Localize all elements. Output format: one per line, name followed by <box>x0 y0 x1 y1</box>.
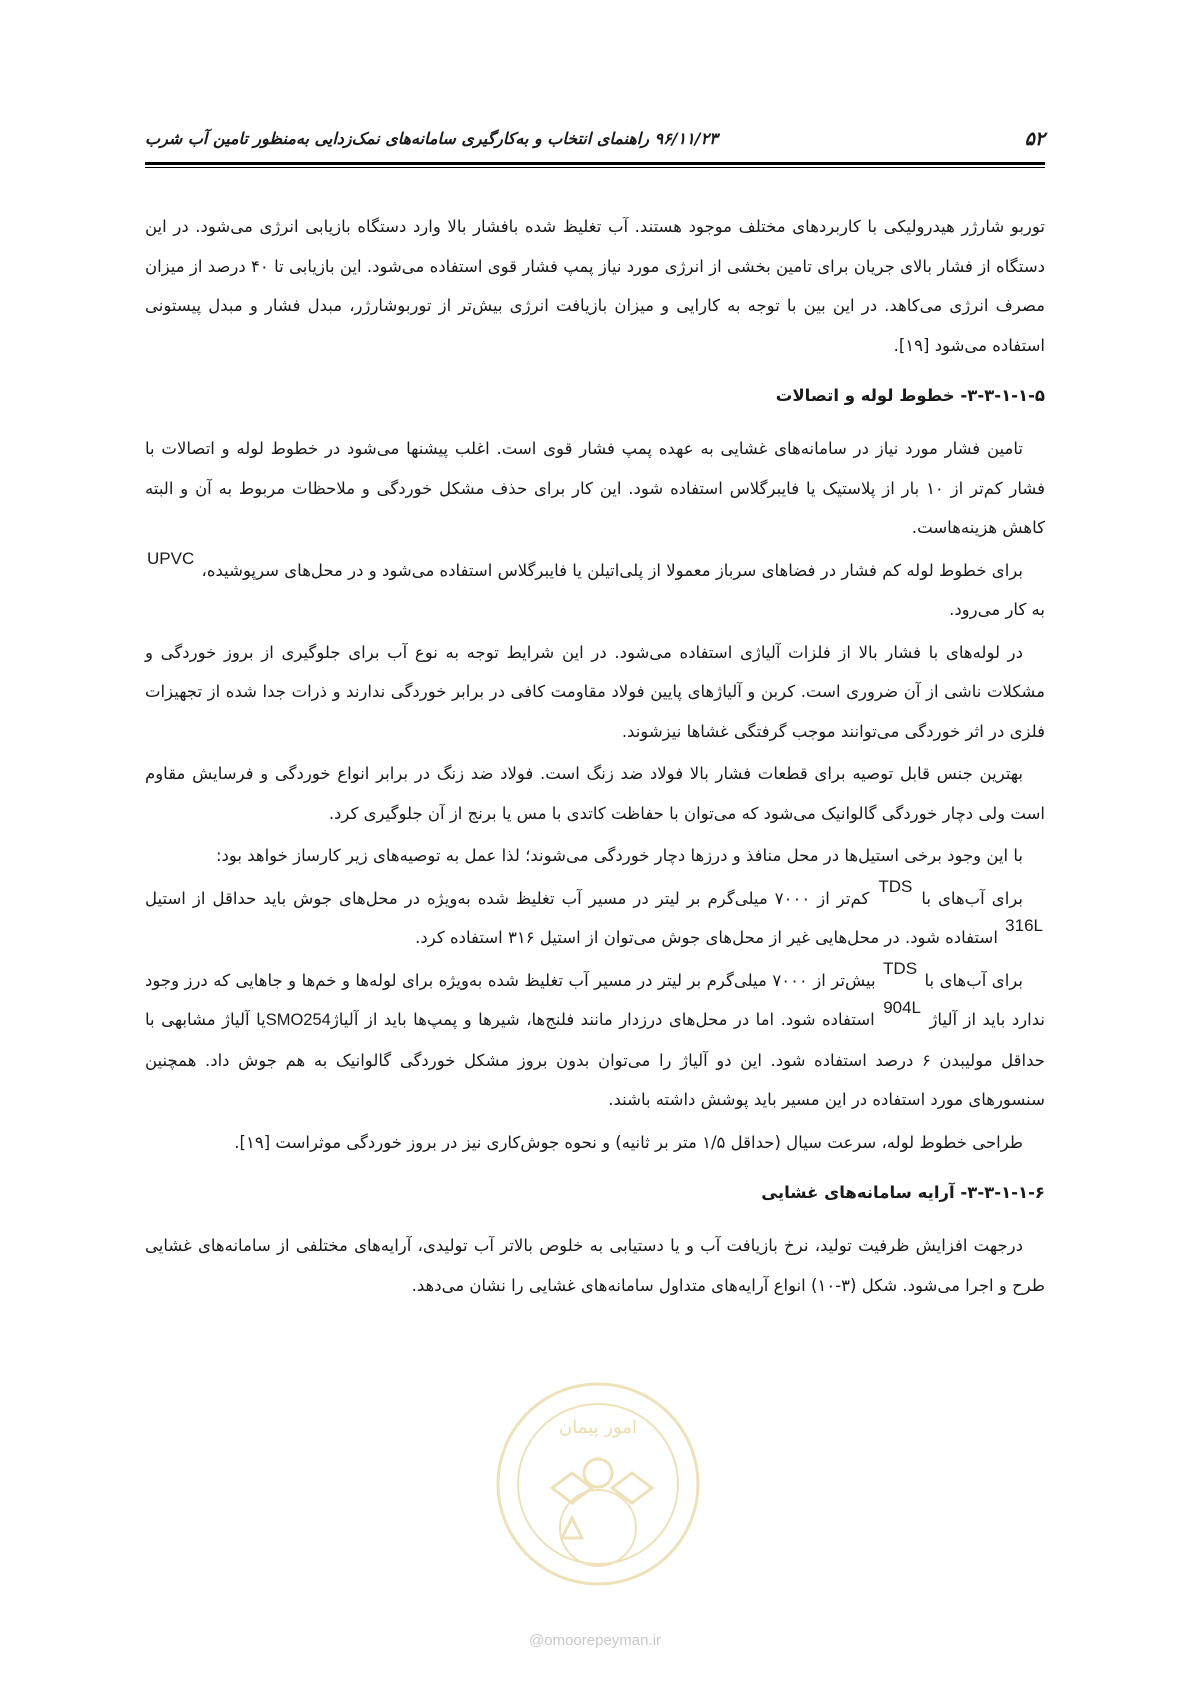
term-smo254: SMO254 <box>265 1011 331 1029</box>
paragraph: تامین فشار مورد نیاز در سامانه‌های غشایی به عهده پمپ فشار قوی است. اغلب پیشنها می‌شود در خطوط لوله و اتصالات با فشار کم‌تر از ۱۰ بار از پلاستیک یا فایبرگلاس استفاده شود. این کار برای حذف مشکل خوردگی و ملاحظات مربوط به آن و البته کاهش هزینه‌هاست. <box>145 439 1046 537</box>
text-run: برای آب‌های با <box>924 970 1024 990</box>
section-heading: ۳-۳-۱-۱-۶- آرایه سامانه‌های غشایی <box>761 1183 1045 1202</box>
text-run: استفاده شود. در محل‌هایی غیر از محل‌های جوش می‌توان از استیل ۳۱۶ استفاده کرد. <box>415 928 998 947</box>
watermark-site: @omoorepeyman.ir <box>529 1632 661 1649</box>
term-tds: TDS <box>878 876 913 896</box>
text-run: برای آب‌های با <box>921 888 1023 908</box>
running-title: ۹۶/۱۱/۲۳ راهنمای انتخاب و به‌کارگیری سامانه‌های نمک‌زدایی به‌منظور تامین آب شرب <box>145 129 718 148</box>
text-run: کم‌تر از ۷۰۰۰ میلی‌گرم بر لیتر در مسیر آب تغلیظ شده به‌ویژه در محل‌های جوش باید حداقل از استیل <box>145 888 870 908</box>
term-upvc: UPVC <box>147 548 195 568</box>
watermark-logo-text: امور پیمان <box>559 1417 637 1438</box>
paragraph <box>145 548 1045 630</box>
page-body <box>145 207 1045 1308</box>
page-number: ۵۲ <box>1024 128 1045 150</box>
paragraph <box>145 876 1045 958</box>
text-run: برای خطوط لوله کم فشار در فضاهای سرباز معمولا از پلی‌اتیلن یا فایبرگلاس استفاده می‌شود و در محل‌های سرپوشیده، <box>201 560 1023 580</box>
paragraph: درجهت افزایش ظرفیت تولید، نرخ بازیافت آب و یا دستیابی به خلوص بالاتر آب تولیدی، آرایه‌های مختلفی از سامانه‌های غشایی طرح و اجرا می‌شود. شکل (۳-۱۰) انواع آرایه‌های متداول سامانه‌های غشایی را نشان می‌دهد. <box>145 1236 1045 1295</box>
text-run: استفاده شود. اما در محل‌های درزدار مانند فلنج‌ها، شیرها و پمپ‌ها باید از آلیاژ <box>330 1010 875 1029</box>
text-run: یا آلیاژ مشابهی با حداقل مولیبدن ۶ درصد استفاده شود. این دو آلیاژ را می‌توان بدون بروز مشکل خوردگی گالوانیک به هم جوش داد. همچنین سنسورهای مورد استفاده در این مسیر باید پوشش داشته باشند. <box>145 1010 1045 1109</box>
section-heading: ۳-۳-۱-۱-۵- خطوط لوله و اتصالات <box>775 386 1045 405</box>
term-tds: TDS <box>883 958 918 978</box>
paragraph: طراحی خطوط لوله، سرعت سیال (حداقل ۱/۵ متر بر ثانیه) و نحوه جوش‌کاری نیز در بروز خوردگی موثراست [۱۹]. <box>234 1132 1023 1152</box>
paragraph: با این وجود برخی استیل‌ها در محل منافذ و درزها دچار خوردگی می‌شوند؛ لذا عمل به توصیه‌های زیر کارساز خواهد بود: <box>215 846 1023 865</box>
term-904l: 904L <box>883 998 922 1017</box>
paragraph: توربو شارژر هیدرولیکی با کاربردهای مختلف موجود هستند. آب تغلیظ شده بافشار بالا وارد دستگاه بازیابی انرژی می‌شود. در این دستگاه از فشار بالای جریان برای تامین بخشی از انرژی مورد نیاز پمپ فشار قوی استفاده می‌شود. این بازیابی تا ۴۰ درصد از میزان مصرف انرژی می‌کاهد. در این بین با توجه به کارایی و میزان بازیافت انرژی بیش‌تر از توربوشارژر، مبدل فشار و مبدل پیستونی استفاده می‌شود [۱۹]. <box>145 217 1045 355</box>
text-run: به کار می‌رود. <box>949 600 1045 619</box>
paragraph: در لوله‌های با فشار بالا از فلزات آلیاژی استفاده می‌شود. در این شرایط توجه به نوع آب برای جلوگیری از بروز خوردگی و مشکلات ناشی از آن ضروری است. کربن و آلیاژهای پایین فولاد مقاومت کافی در برابر خوردگی ندارند و ذرات جدا شده از تجهیزات فلزی در اثر خوردگی می‌توانند موجب گرفتگی غشاها نیزشوند. <box>145 642 1045 741</box>
watermark-logo <box>492 1378 704 1590</box>
header-rule <box>145 162 1045 168</box>
paragraph: بهترین جنس قابل توصیه برای قطعات فشار بالا فولاد ضد زنگ است. فولاد ضد زنگ در برابر انواع خوردگی و فرسایش مقاوم است ولی دچار خوردگی گالوانیک می‌شود که می‌توان با حفاظت کاتدی با مس یا برنج از آن جلوگیری کرد. <box>145 764 1045 823</box>
page-header <box>145 122 1045 162</box>
paragraph <box>145 958 1045 1120</box>
text-run: بیش‌تر از ۷۰۰۰ میلی‌گرم بر لیتر در مسیر آب تغلیظ شده به‌ویژه برای لوله‌ها و خم‌ها و جاهایی که درز وجود ندارد باید از آلیاژ <box>145 970 1045 1029</box>
term-316l: 316L <box>1005 916 1043 935</box>
